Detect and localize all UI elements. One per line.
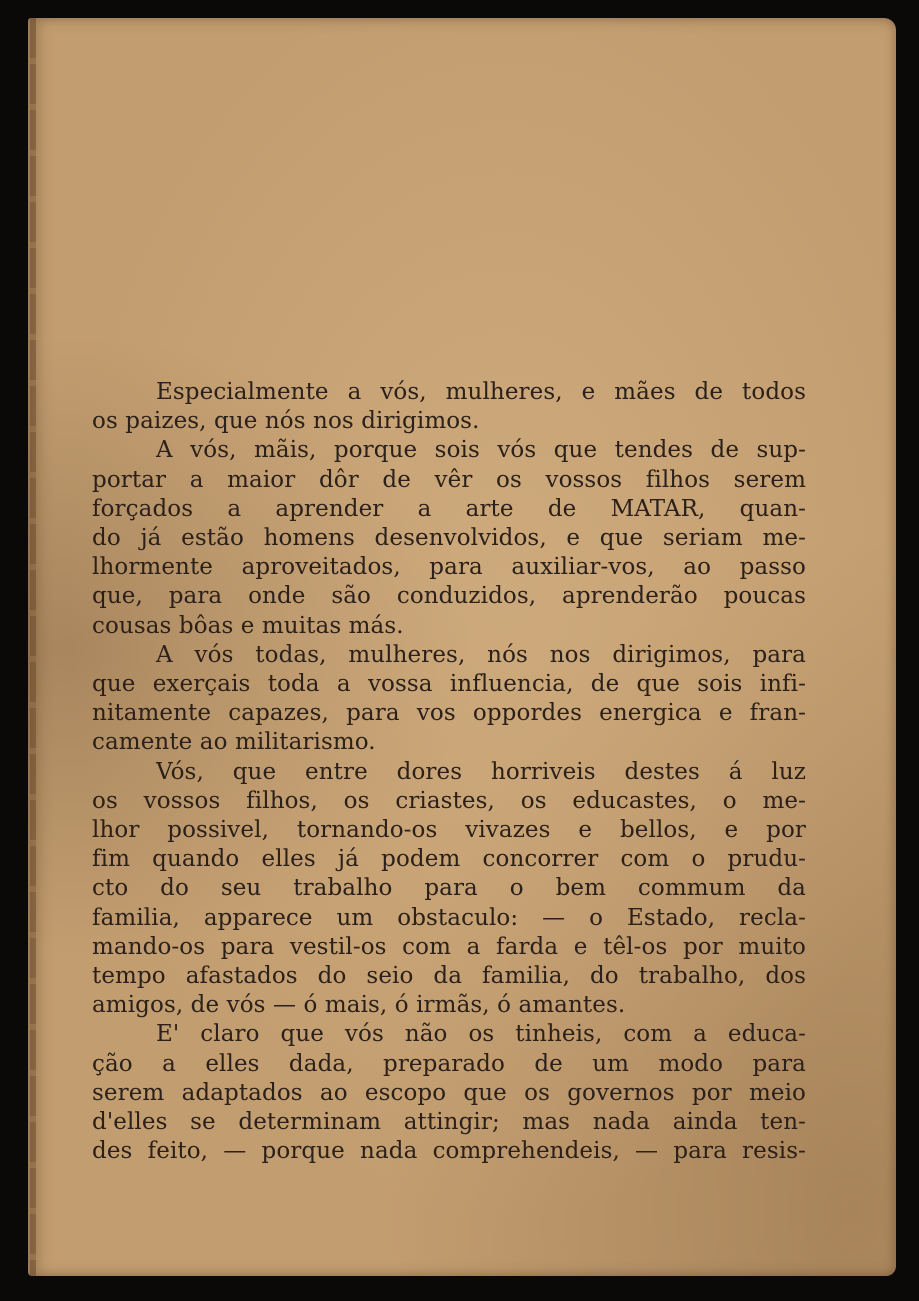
paragraph-4 [92,758,806,1021]
text-line: lhor possivel, tornando-os vivazes e bellos, e por [92,817,806,844]
page-binding-edge [30,18,36,1276]
page-text [92,378,806,1166]
text-line: Vós, que entre dores horriveis destes á luz [156,758,806,785]
paragraph-2 [92,436,806,640]
text-line: os paizes, que nós nos dirigimos. [92,408,480,435]
text-line: tempo afastados do seio da familia, do trabalho, dos [92,963,806,990]
text-line: A vós, mãis, porque sois vós que tendes de sup- [156,437,806,464]
text-line: lhormente aproveitados, para auxiliar-vos, ao passo [92,554,806,581]
text-line: portar a maior dôr de vêr os vossos filhos serem [92,466,806,493]
text-line: Especialmente a vós, mulheres, e mães de todos [156,379,806,405]
text-line: familia, apparece um obstaculo: — o Estado, recla- [92,904,806,931]
text-line: camente ao militarismo. [92,729,376,756]
text-line: que exerçais toda a vossa influencia, de que sois infi- [92,671,806,698]
text-line: os vossos filhos, os criastes, os educastes, o me- [92,787,806,814]
text-line: forçados a aprender a arte de MATAR, quan- [92,495,806,522]
text-line: cto do seu trabalho para o bem commum da [92,875,806,902]
text-line: d'elles se determinam attingir; mas nada ainda ten- [92,1109,806,1136]
text-line: A vós todas, mulheres, nós nos dirigimos, para [156,641,806,668]
text-line: do já estão homens desenvolvidos, e que seriam me- [92,525,806,552]
paragraph-5 [92,1020,806,1166]
text-line: cousas bôas e muitas más. [92,612,404,639]
text-line: serem adaptados ao escopo que os governos por meio [92,1079,806,1106]
text-line: fim quando elles já podem concorrer com o prudu- [92,846,806,873]
paragraph-1 [92,378,806,436]
text-line: que, para onde são conduzidos, aprenderão poucas [92,583,806,610]
text-line: E' claro que vós não os tinheis, com a educa- [156,1021,806,1048]
paragraph-3 [92,641,806,758]
text-line: amigos, de vós — ó mais, ó irmãs, ó amantes. [92,992,626,1019]
text-line: des feito, — porque nada comprehendeis, — para resis- [92,1138,806,1165]
text-line: mando-os para vestil-os com a farda e têl-os por muito [92,933,806,960]
text-line: ção a elles dada, preparado de um modo para [92,1050,806,1077]
text-line: nitamente capazes, para vos oppordes energica e fran- [92,700,806,727]
